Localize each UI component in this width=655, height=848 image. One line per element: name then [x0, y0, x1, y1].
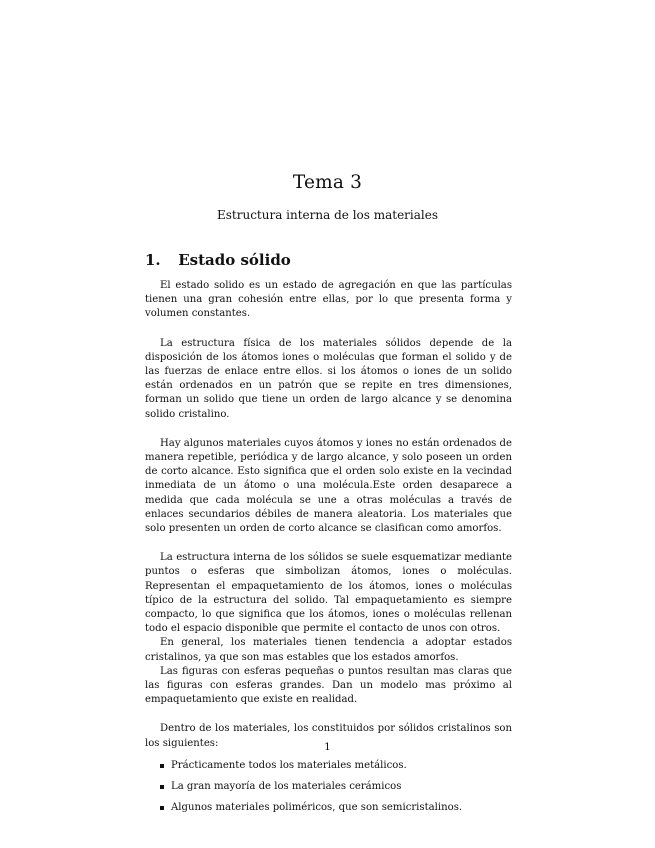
section-number: 1. — [145, 251, 161, 269]
paragraph: Dentro de los materiales, los constituidos por sólidos cristalinos son los siguientes: — [145, 723, 512, 749]
paragraph: Hay algunos materiales cuyos átomos y iones no están ordenados de manera repetible, periódica y de largo alcance, y solo poseen un orden de corto alcance. Esto significa que el orden solo existe en la vecindad inmediata de un átomo o una molécula.Este orden desaparece a medida que cada molécula se une a otras moléculas a través de enlaces secundarios débiles de manera aleatoria. Los materiales que solo presenten un orden de corto alcance se clasifican como amorfos. — [145, 437, 512, 535]
section-title: Estado sólido — [178, 251, 291, 269]
paragraph: Las figuras con esferas pequeñas o puntos resultan mas claras que las figuras con esferas grandes. Dan un modelo mas próximo al empaquetamiento que existe en realidad. — [145, 665, 512, 706]
bullet-list — [145, 759, 512, 816]
paragraph: En general, los materiales tienen tendencia a adoptar estados cristalinos, ya que son mas estables que los estados amorfos. — [145, 637, 512, 663]
paragraph: La estructura interna de los sólidos se suele esquematizar mediante puntos o esferas que simbolizan átomos, iones o moléculas. Representan el empaquetamiento de los átomos, iones o moléculas típico de la estructura del solido. Tal empaquetamiento es siempre compacto, lo que significa que los átomos, iones o moléculas rellenan todo el espacio disponible que permite el contacto de unos con otros. — [145, 552, 512, 635]
page-number: 1 — [324, 741, 331, 753]
list-item — [145, 801, 512, 815]
paragraph: La estructura física de los materiales sólidos depende de la disposición de los átomos iones o moléculas que forman el solido y de las fuerzas de enlace entre ellos. si los átomos o iones de un solido están ordenados en un patrón que se repite en tres dimensiones, forman un solido que tiene un orden de largo alcance y se denomina solido cristalino. — [145, 337, 512, 420]
document-subtitle: Estructura interna de los materiales — [216, 208, 439, 222]
bullet-icon — [160, 806, 164, 810]
list-item — [145, 780, 512, 794]
bullet-icon — [160, 785, 164, 789]
list-item — [145, 759, 512, 773]
list-item-text: La gran mayoría de los materiales cerámicos — [171, 781, 402, 793]
section-heading — [145, 251, 291, 269]
document-title: Tema 3 — [292, 172, 363, 193]
list-item-text: Algunos materiales poliméricos, que son semicristalinos. — [171, 802, 463, 814]
list-item-text: Prácticamente todos los materiales metálicos. — [171, 759, 407, 771]
paragraph: El estado solido es un estado de agregación en que las partículas tienen una gran cohesión entre ellas, por lo que presenta forma y volumen constantes. — [145, 280, 512, 320]
bullet-icon — [160, 764, 164, 768]
